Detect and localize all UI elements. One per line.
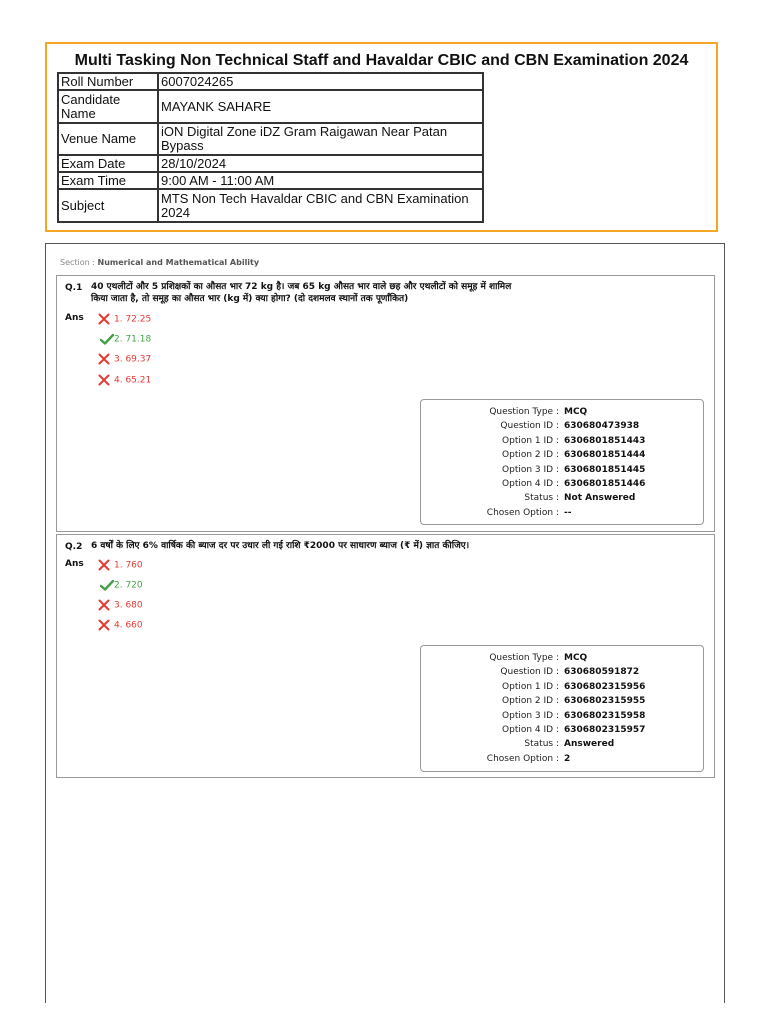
question-number: Q.1 — [65, 283, 83, 293]
info-label: Candidate Name — [58, 90, 158, 123]
meta-value: 6306801851444 — [564, 450, 646, 460]
option-1 — [98, 313, 151, 326]
check-icon — [100, 579, 114, 591]
meta-label: Option 4 ID : — [502, 725, 559, 735]
candidate-info-table — [57, 72, 484, 223]
meta-value: 630680473938 — [564, 421, 640, 431]
meta-value: 6306802315957 — [564, 725, 646, 735]
meta-value: Not Answered — [564, 493, 636, 503]
cross-icon — [98, 619, 114, 631]
question-text: 6 वर्षों के लिए 6% वार्षिक की ब्याज दर पर उधार ली गई राशि ₹2000 पर साधारण ब्याज (₹ में) ज्ञात कीजिए। — [91, 541, 470, 551]
info-label: Exam Date — [58, 155, 158, 172]
info-row-roll-number — [58, 73, 483, 90]
meta-value: 6306801851446 — [564, 479, 646, 489]
option-text: 4. 660 — [114, 620, 143, 631]
option-4 — [98, 374, 151, 387]
option-3 — [98, 599, 143, 612]
meta-label: Question ID : — [500, 667, 559, 677]
info-row-candidate-name — [58, 90, 483, 123]
meta-label: Option 1 ID : — [502, 682, 559, 692]
option-1 — [98, 559, 143, 572]
candidate-header — [45, 42, 718, 232]
meta-value: 6306801851443 — [564, 436, 646, 446]
info-row-exam-time — [58, 172, 483, 189]
option-text: 1. 72.25 — [114, 314, 152, 325]
option-text: 2. 720 — [114, 580, 143, 591]
question-panel-2 — [56, 534, 715, 778]
info-value: MAYANK SAHARE — [158, 90, 483, 123]
info-label: Exam Time — [58, 172, 158, 189]
option-text: 3. 69.37 — [114, 354, 152, 365]
info-value: 28/10/2024 — [158, 155, 483, 172]
question-text: 40 एथलीटों और 5 प्रशिक्षकों का औसत भार 72 kg है। जब 65 kg औसत भार वाले छह और एथलीटों को समूह में शामिल किया जाता है, तो समूह का औसत भार (kg में) क्या होगा? (दो दशमलव स्थानों तक पूर्णांकित) — [91, 282, 512, 304]
info-value: MTS Non Tech Havaldar CBIC and CBN Examination 2024 — [158, 189, 483, 222]
meta-label: Option 3 ID : — [502, 711, 559, 721]
cross-icon — [98, 374, 114, 386]
answer-label: Ans — [65, 313, 84, 323]
meta-label: Option 2 ID : — [502, 450, 559, 460]
option-text: 4. 65.21 — [114, 375, 152, 386]
section-name: Numerical and Mathematical Ability — [97, 258, 260, 267]
info-row-venue-name — [58, 123, 483, 155]
meta-value: 6306802315955 — [564, 696, 646, 706]
cross-icon — [98, 353, 114, 365]
cross-icon — [98, 599, 114, 611]
meta-value: -- — [564, 508, 572, 518]
option-2 — [100, 333, 151, 346]
question-meta-panel — [420, 399, 704, 525]
question-meta-panel — [420, 645, 704, 772]
option-2 — [100, 579, 143, 592]
question-panel-1 — [56, 275, 715, 532]
meta-label: Question ID : — [500, 421, 559, 431]
option-text: 1. 760 — [114, 560, 143, 571]
meta-label: Question Type : — [489, 653, 559, 663]
cross-icon — [98, 313, 114, 325]
option-3 — [98, 353, 151, 366]
section-prefix: Section : — [60, 258, 98, 267]
info-value: iON Digital Zone iDZ Gram Raigawan Near Patan Bypass — [158, 123, 483, 155]
question-number: Q.2 — [65, 542, 83, 552]
meta-value: 2 — [564, 754, 571, 764]
meta-label: Option 1 ID : — [502, 436, 559, 446]
meta-value: 6306801851445 — [564, 465, 646, 475]
meta-label: Status : — [524, 739, 559, 749]
section-header — [60, 258, 259, 267]
meta-label: Question Type : — [489, 407, 559, 417]
meta-value: 630680591872 — [564, 667, 640, 677]
exam-title: Multi Tasking Non Technical Staff and Havaldar CBIC and CBN Examination 2024 — [74, 52, 689, 69]
cross-icon — [98, 559, 114, 571]
option-text: 2. 71.18 — [114, 334, 152, 345]
info-label: Venue Name — [58, 123, 158, 155]
meta-label: Option 3 ID : — [502, 465, 559, 475]
meta-value: Answered — [564, 739, 615, 749]
meta-label: Chosen Option : — [486, 508, 559, 518]
info-row-subject — [58, 189, 483, 222]
check-icon — [100, 333, 114, 345]
info-label: Subject — [58, 189, 158, 222]
meta-value: 6306802315956 — [564, 682, 646, 692]
info-value: 6007024265 — [158, 73, 483, 90]
option-text: 3. 680 — [114, 600, 143, 611]
meta-value: 6306802315958 — [564, 711, 646, 721]
info-label: Roll Number — [58, 73, 158, 90]
info-row-exam-date — [58, 155, 483, 172]
meta-value: MCQ — [564, 407, 588, 417]
option-4 — [98, 619, 143, 632]
meta-value: MCQ — [564, 653, 588, 663]
answer-label: Ans — [65, 559, 84, 569]
info-value: 9:00 AM - 11:00 AM — [158, 172, 483, 189]
meta-label: Chosen Option : — [486, 754, 559, 764]
meta-label: Option 2 ID : — [502, 696, 559, 706]
meta-label: Option 4 ID : — [502, 479, 559, 489]
meta-label: Status : — [524, 493, 559, 503]
